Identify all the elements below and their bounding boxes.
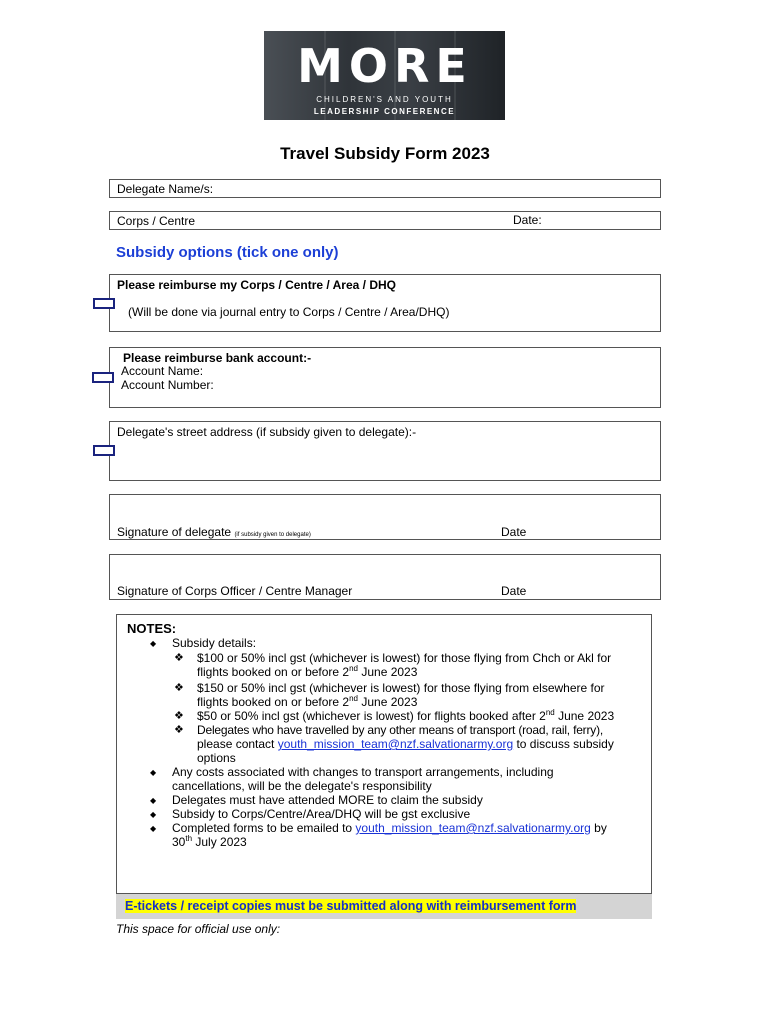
delegate-names-label: Delegate Name/s:: [117, 182, 214, 196]
diamond-bullet: ❖: [174, 682, 184, 694]
account-name-label: Account Name:: [121, 364, 204, 378]
bullet: ◆: [150, 639, 157, 648]
delegate-names-field[interactable]: [109, 179, 661, 198]
logo-line-1: CHILDREN'S AND YOUTH: [316, 95, 453, 104]
etickets-banner: [116, 893, 652, 919]
detail-4-line-d: options: [197, 751, 236, 765]
diamond-bullet: ❖: [174, 724, 184, 736]
bullet: ◆: [150, 810, 157, 819]
officer-signature-label: Signature of Corps Officer / Centre Manager: [117, 584, 353, 598]
account-number-label: Account Number:: [121, 378, 214, 392]
delegate-date-label: Date: [501, 525, 527, 539]
bullet: ◆: [150, 796, 157, 805]
delegate-address-label: Delegate's street address (if subsidy given to delegate):-: [117, 425, 417, 439]
logo-line-2: LEADERSHIP CONFERENCE: [313, 107, 456, 116]
detail-1-line-a: $100 or 50% incl gst (whichever is lowest) for those flying from Chch or Akl for: [197, 651, 612, 665]
note-email-forms: Completed forms to be emailed to youth_mission_team@nzf.salvationarmy.org by: [172, 821, 607, 835]
option3-checkbox[interactable]: [93, 445, 115, 456]
subsidy-details-label: Subsidy details:: [172, 636, 257, 650]
note-costs-line-a: Any costs associated with changes to transport arrangements, including: [172, 765, 554, 779]
detail-4-line-a: Delegates who have travelled by any other means of transport (road, rail, ferry),: [197, 723, 604, 737]
conference-logo: [264, 31, 505, 120]
detail-2-line-a: $150 or 50% incl gst (whichever is lowest) for those flying from elsewhere for: [197, 681, 605, 695]
page-title: Travel Subsidy Form 2023: [280, 144, 490, 163]
corps-centre-label: Corps / Centre: [117, 214, 196, 228]
option2-heading: Please reimburse bank account:-: [123, 351, 312, 365]
option-bank-account: [109, 347, 661, 408]
bullet: ◆: [150, 768, 157, 777]
option2-checkbox[interactable]: [92, 372, 114, 383]
detail-2-line-b: flights booked on or before 2nd June 2023: [197, 694, 418, 709]
date-label: Date:: [513, 213, 542, 227]
option1-note: (Will be done via journal entry to Corps / Centre / Area/DHQ): [128, 305, 450, 319]
note-deadline: 30th July 2023: [172, 834, 247, 849]
option-delegate-address: [109, 421, 661, 481]
diamond-bullet: ❖: [174, 652, 184, 664]
delegate-signature-field[interactable]: [109, 494, 661, 540]
email-link[interactable]: youth_mission_team@nzf.salvationarmy.org: [277, 737, 514, 751]
official-use-label: This space for official use only:: [116, 922, 281, 936]
option1-heading: Please reimburse my Corps / Centre / Area / DHQ: [117, 278, 396, 292]
delegate-signature-label: Signature of delegate: [117, 525, 232, 539]
bullet: ◆: [150, 824, 157, 833]
delegate-signature-note: (if subsidy given to delegate): [234, 532, 311, 538]
officer-date-label: Date: [501, 584, 527, 598]
note-attendance: Delegates must have attended MORE to claim the subsidy: [172, 793, 483, 807]
email-link[interactable]: youth_mission_team@nzf.salvationarmy.org: [355, 821, 591, 835]
notes-box: [116, 614, 652, 919]
note-gst: Subsidy to Corps/Centre/Area/DHQ will be gst exclusive: [172, 807, 471, 821]
subsidy-options-heading: Subsidy options (tick one only): [116, 244, 339, 261]
logo-word: MORE: [297, 39, 473, 93]
option1-checkbox[interactable]: [93, 298, 115, 309]
officer-signature-field[interactable]: [109, 554, 661, 600]
detail-3: $50 or 50% incl gst (whichever is lowest) for flights booked after 2nd June 2023: [197, 708, 615, 723]
notes-title: NOTES:: [127, 621, 177, 636]
etickets-text: E-tickets / receipt copies must be submitted along with reimbursement form: [125, 899, 577, 913]
option-corps-reimburse: [109, 274, 661, 332]
detail-1-line-b: flights booked on or before 2nd June 2023: [197, 664, 418, 679]
detail-4-line-b: please contact youth_mission_team@nzf.salvationarmy.org to discuss subsidy: [197, 737, 614, 751]
corps-centre-field[interactable]: [109, 211, 661, 230]
note-costs-line-b: cancellations, will be the delegate's responsibility: [172, 779, 432, 793]
diamond-bullet: ❖: [174, 710, 184, 722]
